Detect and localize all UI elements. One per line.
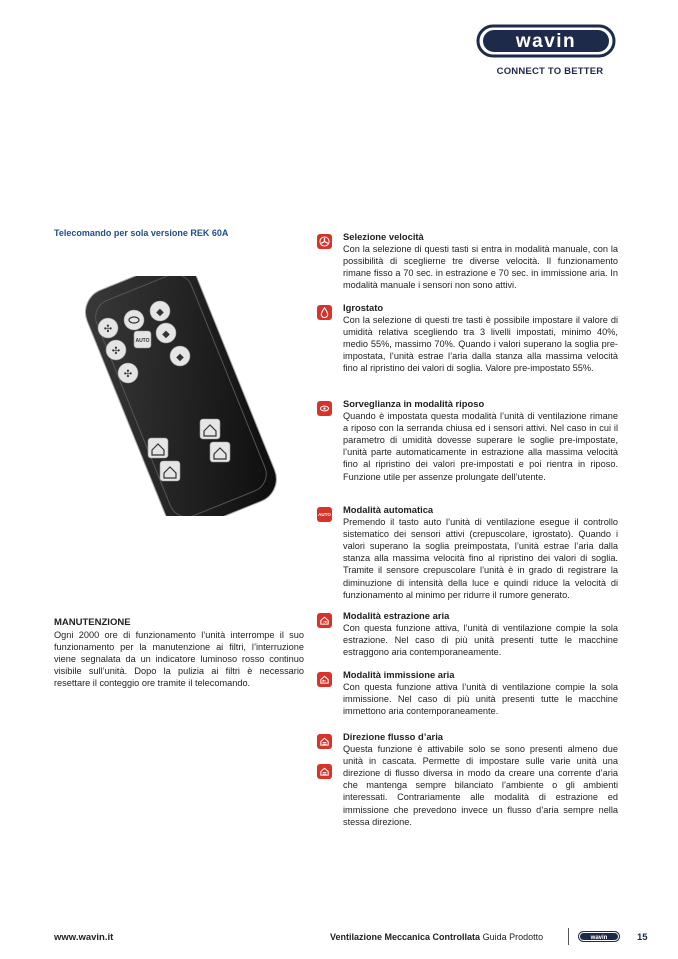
footer-doc-name: Ventilazione Meccanica Controllata [330, 932, 481, 942]
droplet-icon [317, 305, 332, 320]
logo-text: wavin [515, 31, 577, 52]
feature-surveillance [343, 398, 618, 483]
svg-text:✣: ✣ [103, 324, 113, 335]
house-in-icon [317, 672, 332, 687]
remote-auto-label: AUTO [135, 338, 150, 344]
eye-icon [317, 401, 332, 416]
fan-icon [317, 234, 332, 249]
maintenance-title: MANUTENZIONE [54, 617, 131, 628]
svg-text:◆: ◆ [162, 329, 170, 340]
feature-title: Sorveglianza in modalità riposo [343, 398, 485, 409]
feature-title: Igrostato [343, 302, 384, 313]
feature-title: Modalità automatica [343, 504, 434, 515]
feature-text: Con la selezione di questi tre tasti è possibile impostare il valore di umidità relativa scegliendo tra 3 livelli impostati, minimo 40%, medio 55%, massimo 70%. Quando i valori superano la soglia pre-impostata, l’unità estrae l’aria dalla stanza alla massima velocità fino al ripristino dei valori di soglia. Valore pre-impostato 55%. [343, 315, 618, 374]
feature-text: Quando è impostata questa modalità l’unità di ventilazione rimane a riposo con la serranda chiusa ed i sensori attivi. Nel caso in cui il parametro di umidità dovesse superare le soglie pre-impostate, l’unità parte automaticamente in estrazione alla massima velocità fino al ripristino dei valori pre-impostati e poi rientra in riposo. Funzione utile per assenze prolungate dell’utente. [343, 411, 618, 482]
footer-logo-text: wavin [590, 934, 608, 941]
maintenance-section [54, 617, 304, 689]
house-out-icon [317, 613, 332, 628]
remote-control-image [70, 276, 290, 516]
svg-text:◆: ◆ [176, 352, 184, 363]
footer-url[interactable]: www.wavin.it [54, 932, 114, 943]
svg-text:◆: ◆ [156, 307, 164, 318]
feature-text: Con questa funzione attiva l’unità di ventilazione compie la sola immissione. Nel caso di più unità presenti tutte le macchine immettono aria contemporaneamente. [343, 682, 618, 717]
feature-automatic [343, 504, 618, 601]
feature-title: Modalità immissione aria [343, 669, 455, 680]
footer-doc-title [330, 932, 543, 942]
footer-divider [568, 928, 569, 945]
feature-speed [343, 231, 618, 291]
auto-icon-text: AUTO [318, 512, 331, 517]
maintenance-text: Ogni 2000 ore di funzionamento l’unità interrompe il suo funzionamento per la manutenzione ai filtri, l’interruzione viene segnalata da un indicatore luminoso rosso continuo visibile sull’unità. Dopo la pulizia ai filtri è necessario resettare il conteggio ore tramite il telecomando. [54, 630, 304, 688]
footer-doc-sub: Guida Prodotto [482, 932, 544, 942]
feature-text: Con la selezione di questi tasti si entra in modalità manuale, con la possibilità di sceglierne tre diverse velocità. Il funzionamento rimane fisso a 70 sec. in estrazione e 70 sec. in immissione aria. In modalità manuale i sensori non sono attivi. [343, 244, 618, 291]
feature-title: Selezione velocità [343, 231, 424, 242]
footer-wavin-logo [578, 931, 620, 942]
house-flow-icon [317, 734, 332, 749]
feature-title: Direzione flusso d’aria [343, 731, 444, 742]
feature-airflow-direction [343, 731, 618, 828]
feature-immission [343, 669, 618, 717]
page-number: 15 [637, 932, 648, 943]
svg-text:✣: ✣ [123, 369, 133, 380]
remote-caption: Telecomando per sola versione REK 60A [54, 228, 229, 238]
tagline: CONNECT TO BETTER [496, 66, 604, 77]
svg-text:✣: ✣ [111, 346, 121, 357]
house-flow-icon [317, 764, 332, 779]
feature-text: Questa funzione è attivabile solo se sono presenti almeno due unità in cascata. Permette di impostare sulle varie unità una direzione di flusso diversa in modo da creare una corrente d’aria che mantenga sempre bilanciato l’ambiente o gli ambienti interessati. Contrariamente alle modalità di estrazione ed immissione che prevedono invece un flusso d’aria sempre nella stessa direzione. [343, 744, 618, 827]
feature-extraction [343, 610, 618, 658]
feature-text: Con questa funzione attiva, l’unità di ventilazione compie la sola estrazione. Nel caso di più unità presenti tutte le macchine estraggono aria contemporaneamente. [343, 623, 618, 658]
auto-icon [317, 507, 332, 522]
feature-text: Premendo il tasto auto l’unità di ventilazione esegue il controllo sistematico dei sensori attivi (crepuscolare, igrostato). Quando i valori superano la soglia preimpostata, l’unità estrae l’aria dalla stanza alla massima velocità fino al ripristino dei valori di soglia. Tramite il sensore crepuscolare l’unità è in grado di registrare la diminuzione di intensità della luce e quindi riduce la velocità di funzionamento al minimo per ridurre il rumore generato. [343, 517, 618, 600]
feature-title: Modalità estrazione aria [343, 610, 450, 621]
feature-hygrostat [343, 302, 618, 375]
wavin-logo [476, 24, 616, 58]
